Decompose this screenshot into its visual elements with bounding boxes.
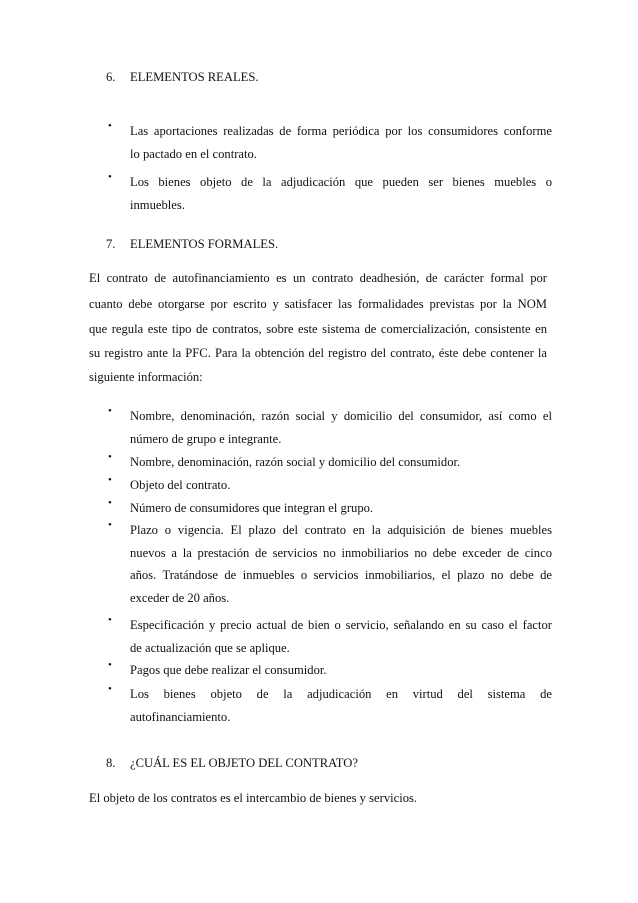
list-item-line: de actualización que se aplique.: [130, 640, 290, 655]
list-item-line: Especificación y precio actual de bien o servicio, señalando en su caso el factor: [130, 618, 552, 632]
section-heading-8: [106, 756, 358, 771]
paragraph-line: su registro ante la PFC. Para la obtención del registro del contrato, éste debe contener la: [89, 346, 547, 360]
list-item-line: Los bienes objeto de la adjudicación en virtud del sistema de: [130, 687, 552, 701]
list-item-line: Plazo o vigencia. El plazo del contrato en la adquisición de bienes muebles: [130, 523, 552, 537]
section-title: ELEMENTOS REALES.: [130, 70, 259, 84]
list-item-line: años. Tratándose de inmuebles o servicios inmobiliarios, el plazo no debe de: [130, 568, 552, 582]
list-item-line: Los bienes objeto de la adjudicación que pueden ser bienes muebles o: [130, 175, 552, 189]
bullet-icon: •: [108, 519, 112, 531]
list-item-line: lo pactado en el contrato.: [130, 146, 257, 161]
bullet-icon: •: [108, 683, 112, 695]
bullet-icon: •: [108, 405, 112, 417]
list-item-line: Número de consumidores que integran el grupo.: [130, 501, 374, 515]
paragraph-line: El contrato de autofinanciamiento es un contrato deadhesión, de carácter formal por: [89, 271, 547, 285]
list-item-line: autofinanciamiento.: [130, 709, 231, 724]
paragraph-line: El objeto de los contratos es el intercambio de bienes y servicios.: [89, 791, 418, 805]
list-item-line: Pagos que debe realizar el consumidor.: [130, 663, 327, 677]
section-title: ¿CUÁL ES EL OBJETO DEL CONTRATO?: [130, 756, 358, 770]
list-item-line: exceder de 20 años.: [130, 590, 230, 605]
list-item-line: nuevos a la prestación de servicios no inmobiliarios no debe exceder de cinco: [130, 545, 552, 560]
bullet-icon: •: [108, 659, 112, 671]
list-item-line: inmuebles.: [130, 197, 185, 212]
bullet-icon: •: [108, 120, 112, 132]
bullet-icon: •: [108, 171, 112, 183]
paragraph-line: cuanto debe otorgarse por escrito y satisfacer las formalidades previstas por la NOM: [89, 297, 547, 311]
paragraph-line: siguiente información:: [89, 370, 203, 384]
list-item-line: número de grupo e integrante.: [130, 431, 282, 446]
list-item-line: Nombre, denominación, razón social y domicilio del consumidor, así como el: [130, 409, 552, 423]
paragraph-line: que regula este tipo de contratos, sobre este sistema de comercialización, consistente en: [89, 322, 547, 336]
section-number: 8.: [106, 756, 116, 770]
section-heading-7: [106, 237, 278, 252]
bullet-icon: •: [108, 474, 112, 486]
section-number: 6.: [106, 70, 116, 84]
bullet-icon: •: [108, 497, 112, 509]
bullet-icon: •: [108, 614, 112, 626]
list-item-line: Nombre, denominación, razón social y domicilio del consumidor.: [130, 455, 461, 469]
section-heading-6: [106, 70, 259, 85]
section-title: ELEMENTOS FORMALES.: [130, 237, 279, 251]
list-item-line: Las aportaciones realizadas de forma periódica por los consumidores conforme: [130, 124, 552, 138]
section-number: 7.: [106, 237, 116, 251]
bullet-icon: •: [108, 451, 112, 463]
list-item-line: Objeto del contrato.: [130, 478, 231, 492]
